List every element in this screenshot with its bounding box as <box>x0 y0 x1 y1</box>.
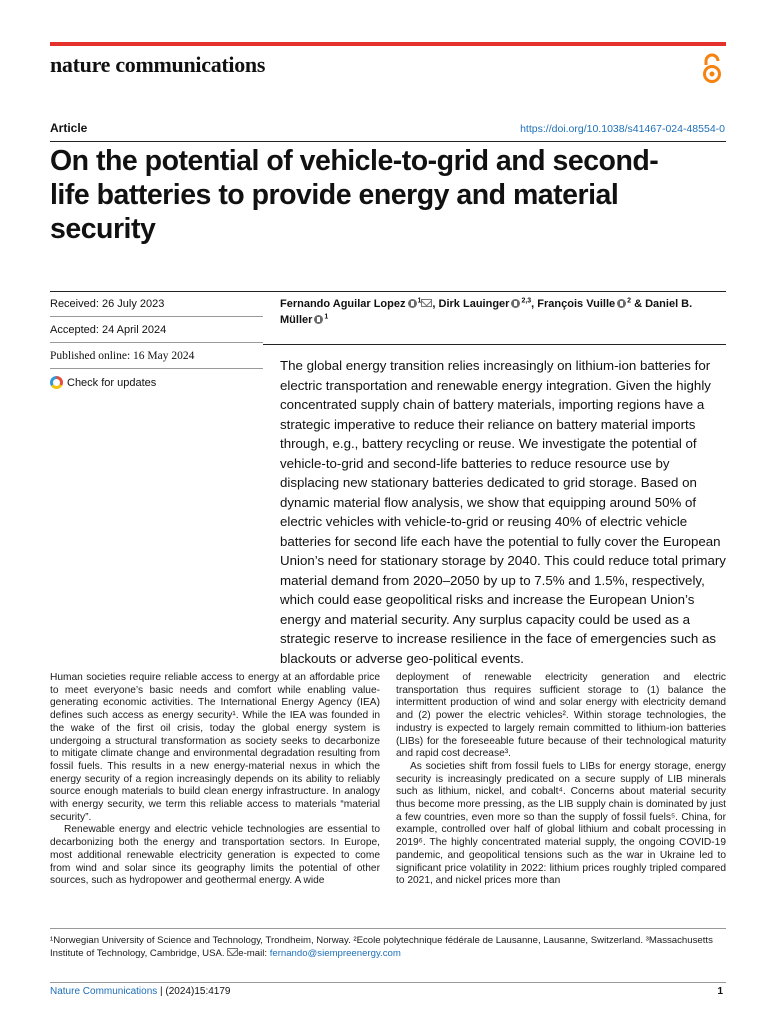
author-affiliation: 2,3 <box>521 297 532 305</box>
author-separator: & <box>631 298 646 310</box>
doi-link[interactable]: https://doi.org/10.1038/s41467-024-48554-0 <box>520 123 725 135</box>
orcid-icon[interactable] <box>408 299 417 308</box>
abstract-rule <box>263 344 726 345</box>
journal-name: nature communications <box>50 52 266 77</box>
body-paragraph: As societies shift from fossil fuels to LIBs for energy storage, energy security is increasingly predicated on a secure supply of LIB minerals such as lithium, nickel, and cobalt⁴. Concerns about material security thus become more pressing, as the LIB supply chain is dominated by just a few countries, even more so than the supply of fossil fuels⁵. China, for example, controlled over half of global lithium and cobalt processing in 2019⁶. The highly concentrated material supply, the ongoing COVID-19 pandemic, and geopolitical tensions such as the war in Ukraine led to significant price volatility in 2022: lithium prices roughly tripled compared to 2021, and nickel prices more than <box>396 760 726 887</box>
author-affiliation: 2 <box>627 297 632 305</box>
author-name[interactable]: Dirk Lauinger <box>438 298 510 310</box>
footnote-rule <box>50 928 726 929</box>
orcid-icon[interactable] <box>314 315 323 324</box>
footer-citation <box>50 986 230 997</box>
article-dates <box>50 291 263 395</box>
body-paragraph: deployment of renewable electricity generation and electric transportation thus requires sufficient storage to (1) balance the intermittent production of wind and solar energy with electricity demand and (2) power the electric vehicles². Within storage technologies, the industry is expected to largely remain committed to lithium-ion batteries (LIBs) for the foreseeable future because of their technological maturity and rapid cost decrease³. <box>396 672 726 760</box>
author-name[interactable]: François Vuille <box>537 298 616 310</box>
affiliations-text: ¹Norwegian University of Science and Technology, Trondheim, Norway. ²Ecole polytechnique fédérale de Lausanne, Lausanne, Switzerland. ³Massachusetts Institute of Technology, Cambridge, USA. <box>50 935 713 959</box>
mail-icon[interactable] <box>421 299 432 307</box>
author-list <box>280 296 720 328</box>
received-date: Received: 26 July 2023 <box>50 291 263 317</box>
author-name[interactable]: Fernando Aguilar Lopez <box>280 298 406 310</box>
orcid-icon[interactable] <box>511 299 520 308</box>
email-link[interactable]: fernando@siempreenergy.com <box>269 948 401 959</box>
footer-journal-link[interactable]: Nature Communications <box>50 986 158 997</box>
check-updates-label: Check for updates <box>67 376 157 389</box>
email-label: e-mail: <box>238 948 270 959</box>
article-title: On the potential of vehicle-to-grid and second-life batteries to provide energy and material security <box>50 145 659 245</box>
body-paragraph: Renewable energy and electric vehicle technologies are essential to decarbonizing both the energy and transportation sectors. In Europe, most additional renewable electricity generation is expected to come from wind and solar since its geography limits the potential of other sources, such as hydropower and geothermal energy. A wide <box>50 824 380 887</box>
published-date: Published online: 16 May 2024 <box>50 343 263 369</box>
author-separator: , <box>432 298 439 310</box>
author-separator: , <box>531 298 538 310</box>
footer-volume: | (2024)15:4179 <box>157 986 231 997</box>
check-updates-icon <box>50 376 63 389</box>
author-affiliation: 1 <box>417 297 422 305</box>
page-number: 1 <box>717 986 723 997</box>
author-affiliation: 1 <box>324 313 329 321</box>
article-type: Article <box>50 121 88 135</box>
check-for-updates-button[interactable] <box>50 369 263 395</box>
mail-icon <box>227 948 238 956</box>
abstract: The global energy transition relies increasingly on lithium-ion batteries for electric transportation and renewable energy integration. Given the highly concentrated supply chain of battery materials, importing regions have a strategic imperative to reduce their reliance on battery material imports through, e.g., battery recycling or reuse. We investigate the potential of vehicle-to-grid and second-life batteries to reduce resource use by displacing new stationary batteries dedicated to grid storage. Based on dynamic material flow analysis, we show that equipping around 50% of electric vehicles with vehicle-to-grid or reusing 40% of electric vehicle batteries for second life each have the potential to fully cover the European Union’s need for stationary storage by 2040. This could reduce total primary material demand from 2020–2050 by up to 7.5% and 1.5%, respectively, which could ease geopolitical risks and increase the European Union’s energy and material security. Any surplus capacity could be used as a strategic reserve to increase resilience in the face of emergencies such as blackouts or adverse geo-political events. <box>280 358 726 666</box>
open-access-icon <box>701 53 723 85</box>
orcid-icon[interactable] <box>617 299 626 308</box>
header-rule <box>50 141 726 142</box>
body-paragraph: Human societies require reliable access to energy at an affordable price to meet everyone’s basic needs and comfort while enabling value-generating economic activities. The International Energy Agency (IEA) defines such access as energy security¹. While the IEA was founded in the wake of the first oil crisis, today the global energy system is undergoing a structural transformation as society seeks to decarbonize to mitigate climate change and environmental degradation resulting from fossil fuels. This results in a new energy-material nexus in which the energy security of a region increasingly depends on its ability to reliably source enough materials to build clean energy infrastructure. In analogy with energy security, we term this reliable access to materials “material security”. <box>50 672 380 823</box>
footer-rule <box>50 982 726 983</box>
body-column-left <box>50 672 380 888</box>
body-column-right <box>396 672 726 888</box>
affiliations-footnote <box>50 934 726 960</box>
accepted-date: Accepted: 24 April 2024 <box>50 317 263 343</box>
author-name[interactable]: Daniel B. Müller <box>280 298 693 326</box>
top-accent-rule <box>50 42 726 46</box>
